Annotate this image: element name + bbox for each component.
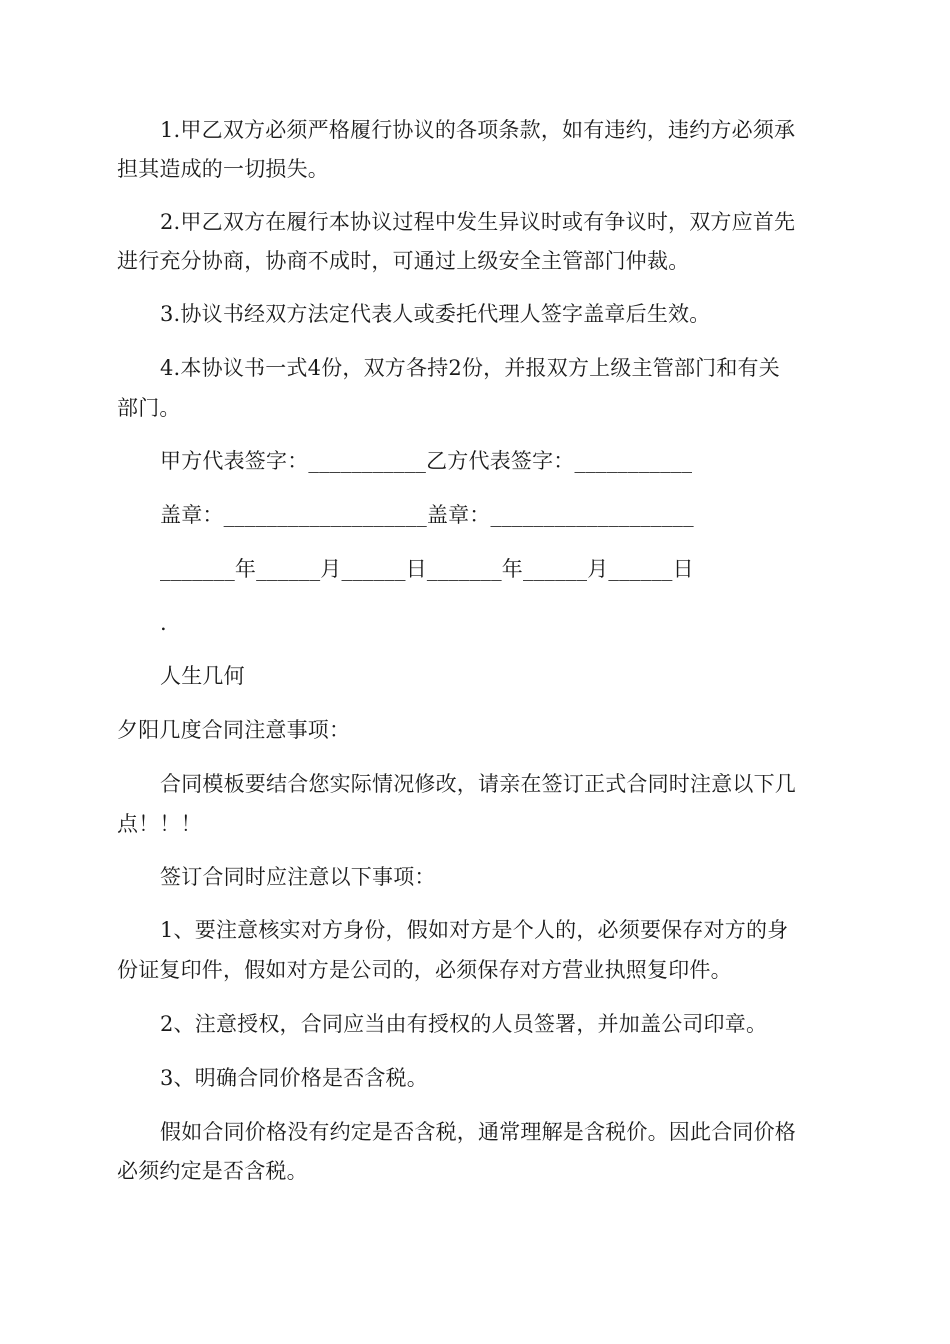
- signature-dates: _______年______月______日_______年______月______日: [160, 557, 694, 581]
- notes-intro-line-2: 点！！！: [117, 812, 202, 836]
- clause-2-line-1: 2.甲乙双方在履行本协议过程中发生异议时或有争议时，双方应首先: [160, 210, 796, 234]
- tax-note-line-2: 必须约定是否含税。: [117, 1159, 308, 1183]
- note-item-2: 2、注意授权，合同应当由有授权的人员签署，并加盖公司印章。: [160, 1012, 768, 1036]
- heading-life: 人生几何: [160, 664, 245, 688]
- clause-1-line-1: 1.甲乙双方必须严格履行协议的各项条款，如有违约，违约方必须承: [160, 118, 796, 142]
- clause-3-line-1: 3.协议书经双方法定代表人或委托代理人签字盖章后生效。: [160, 302, 711, 326]
- heading-contract-notes: 夕阳几度合同注意事项：: [117, 718, 351, 742]
- note-item-1-line-2: 份证复印件，假如对方是公司的，必须保存对方营业执照复印件。: [117, 958, 732, 982]
- separator-dot: .: [160, 611, 167, 635]
- clause-2-line-2: 进行充分协商，协商不成时，可通过上级安全主管部门仲裁。: [117, 249, 690, 273]
- note-item-3: 3、明确合同价格是否含税。: [160, 1066, 428, 1090]
- clause-4-line-2: 部门。: [117, 396, 181, 420]
- signature-representatives: 甲方代表签字：___________乙方代表签字：___________: [160, 449, 693, 473]
- notes-sub-heading: 签订合同时应注意以下事项：: [160, 865, 436, 889]
- signature-seals: 盖章：___________________盖章：___________________: [160, 503, 694, 527]
- clause-1-line-2: 担其造成的一切损失。: [117, 157, 329, 181]
- notes-intro-line-1: 合同模板要结合您实际情况修改，请亲在签订正式合同时注意以下几: [160, 772, 796, 796]
- clause-4-line-1: 4.本协议书一式4份，双方各持2份，并报双方上级主管部门和有关: [160, 356, 780, 380]
- tax-note-line-1: 假如合同价格没有约定是否含税，通常理解是含税价。因此合同价格: [160, 1120, 796, 1144]
- note-item-1-line-1: 1、要注意核实对方身份，假如对方是个人的，必须要保存对方的身: [160, 918, 789, 942]
